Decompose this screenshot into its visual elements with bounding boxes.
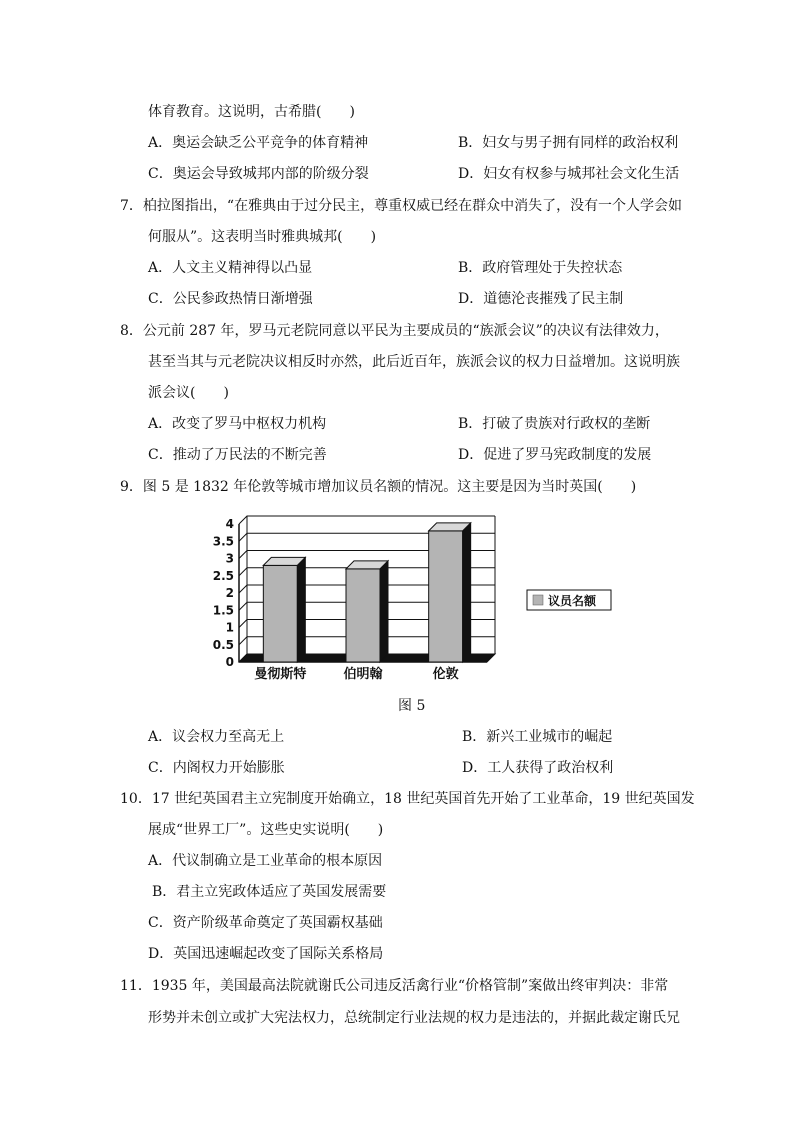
- y-tick-label: 3.5: [212, 534, 234, 549]
- q7-option-c[interactable]: C．公民参政热情日渐增强: [148, 291, 313, 307]
- q7-option-a[interactable]: A．人文主义精神得以凸显: [148, 260, 313, 276]
- q7-stem-line1: 7．柏拉图指出，“在雅典由于过分民主，尊重权威已经在群众中消失了，没有一个人学会如: [120, 198, 683, 214]
- q8-option-c[interactable]: C．推动了万民法的不断完善: [148, 447, 327, 463]
- q8-option-d[interactable]: D．促进了罗马宪政制度的发展: [458, 447, 652, 463]
- bar-top: [263, 557, 305, 565]
- q10-stem-line1: 10．17 世纪英国君主立宪制度开始确立，18 世纪英国首先开始了工业革命，19 世纪英国发: [120, 791, 695, 807]
- q6-option-d[interactable]: D．妇女有权参与城邦社会文化生活: [458, 166, 680, 182]
- q10-stem-line2: 展成“世界工厂”。这些史实说明( ): [148, 822, 384, 838]
- bar-front: [429, 531, 463, 662]
- q7-option-d[interactable]: D．道德沦丧摧残了民主制: [458, 291, 624, 307]
- q9-option-c[interactable]: C．内阁权力开始膨胀: [148, 760, 285, 776]
- x-tick-label: 伦敦: [432, 667, 459, 682]
- y-tick-label: 2.5: [212, 568, 234, 583]
- y-tick-label: 0: [225, 655, 234, 669]
- chart-bars: [263, 523, 470, 662]
- q6-option-b[interactable]: B．妇女与男子拥有同样的政治权利: [458, 135, 679, 151]
- q8-stem-line1: 8．公元前 287 年，罗马元老院同意以平民为主要成员的“族派会议”的决议有法律效力，: [120, 323, 669, 339]
- bar-side: [297, 557, 305, 662]
- q8-stem-line2: 甚至当其与元老院决议相反时亦然，此后近百年，族派会议的权力日益增加。这说明族: [148, 354, 680, 370]
- bar-曼彻斯特: [263, 557, 305, 662]
- legend-label: 议员名额: [548, 594, 597, 608]
- y-tick-label: 2: [225, 586, 234, 600]
- q7-stem-line2: 何服从”。这表明当时雅典城邦( ): [148, 229, 377, 245]
- q8-stem-line3: 派会议( ): [148, 385, 229, 401]
- q9-stem-line1: 9．图 5 是 1832 年伦敦等城市增加议员名额的情况。这主要是因为当时英国( ): [120, 479, 637, 495]
- q10-option-b[interactable]: B．君主立宪政体适应了英国发展需要: [152, 884, 387, 900]
- chart-legend: [527, 590, 611, 610]
- bar-伦敦: [429, 523, 471, 662]
- legend-swatch: [533, 595, 543, 605]
- q11-stem-line2: 形势并未创立或扩大宪法权力，总统制定行业法规的权力是违法的，并据此裁定谢氏兄: [148, 1010, 680, 1026]
- q10-option-c[interactable]: C．资产阶级革命奠定了英国霸权基础: [148, 915, 383, 931]
- bar-front: [263, 565, 297, 662]
- bar-side: [463, 523, 471, 662]
- y-tick-label: 3: [225, 551, 234, 566]
- q6-stem-tail: 体育教育。这说明，古希腊( ): [148, 104, 355, 120]
- q6-option-c[interactable]: C．奥运会导致城邦内部的阶级分裂: [148, 166, 369, 182]
- y-tick-label: 1.5: [212, 603, 234, 618]
- figure-5-bar-chart: [205, 512, 625, 682]
- bar-top: [346, 561, 388, 569]
- figure-caption: 图 5: [398, 698, 426, 714]
- q8-option-a[interactable]: A．改变了罗马中枢权力机构: [148, 416, 327, 432]
- bar-front: [346, 569, 380, 662]
- q10-option-a[interactable]: A．代议制确立是工业革命的根本原因: [148, 853, 383, 869]
- q7-option-b[interactable]: B．政府管理处于失控状态: [458, 260, 623, 276]
- y-tick-label: 1: [225, 620, 234, 635]
- bar-伯明翰: [346, 561, 388, 662]
- q8-option-b[interactable]: B．打破了贵族对行政权的垄断: [458, 416, 651, 432]
- q9-option-d[interactable]: D．工人获得了政治权利: [462, 760, 614, 776]
- y-tick-label: 4: [225, 517, 234, 531]
- q11-stem-line1: 11．1935 年，美国最高法院就谢氏公司违反活禽行业“价格管制”案做出终审判决：非常: [120, 978, 669, 994]
- q9-option-a[interactable]: A．议会权力至高无上: [148, 729, 285, 745]
- q6-option-a[interactable]: A．奥运会缺乏公平竞争的体育精神: [148, 135, 369, 151]
- bar-side: [380, 561, 388, 662]
- bar-top: [429, 523, 471, 531]
- q9-option-b[interactable]: B．新兴工业城市的崛起: [462, 729, 613, 745]
- q10-option-d[interactable]: D．英国迅速崛起改变了国际关系格局: [148, 946, 384, 962]
- x-tick-label: 伯明翰: [343, 667, 383, 682]
- x-tick-label: 曼彻斯特: [254, 667, 307, 682]
- y-tick-label: 0.5: [212, 637, 234, 652]
